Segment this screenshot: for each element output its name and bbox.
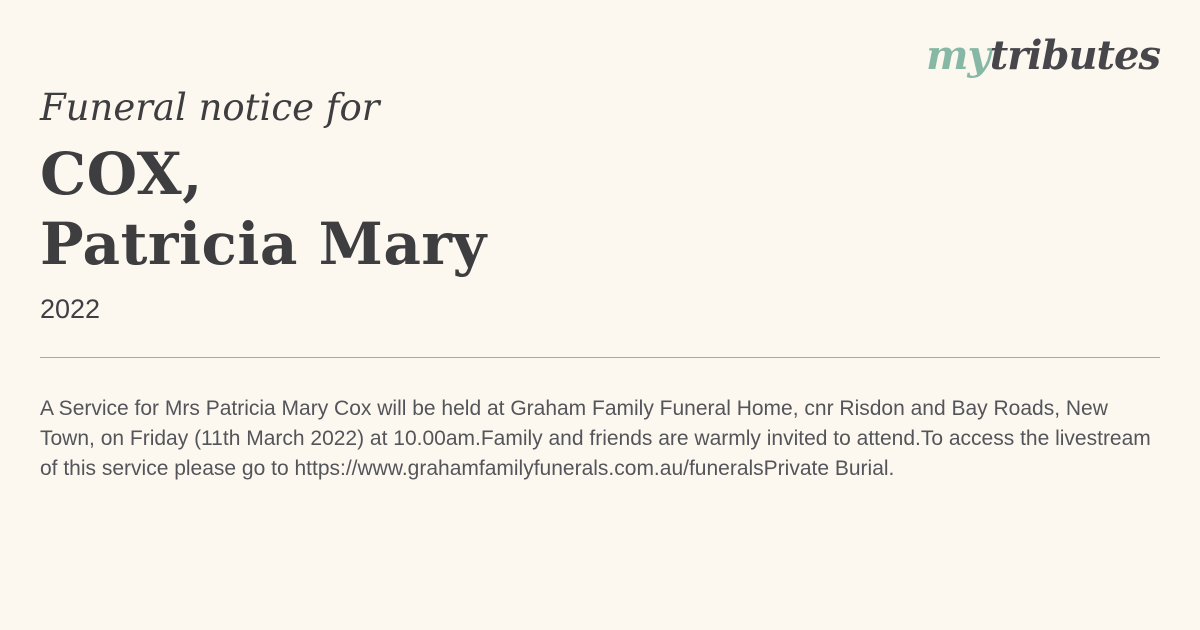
deceased-name: [40, 139, 1160, 281]
logo-suffix: tributes: [989, 32, 1160, 79]
logo-prefix: my: [926, 32, 990, 79]
notice-year: 2022: [40, 294, 101, 325]
divider-line: [40, 357, 1160, 358]
deceased-given-names: Patricia Mary: [40, 210, 487, 279]
notice-kicker: Funeral notice for: [40, 86, 380, 129]
deceased-surname: COX,: [40, 139, 203, 208]
notice-body-text: A Service for Mrs Patricia Mary Cox will be held at Graham Family Funeral Home, cnr Risdon and Bay Roads, New Town, on Friday (11th March 2022) at 10.00am.Family and friends are warmly invited to attend.To access the livestream of this service please go to https://www.grahamfamilyfunerals.com.au/funeralsPrivate Burial.: [40, 397, 1151, 481]
notice-content: [40, 0, 1160, 484]
